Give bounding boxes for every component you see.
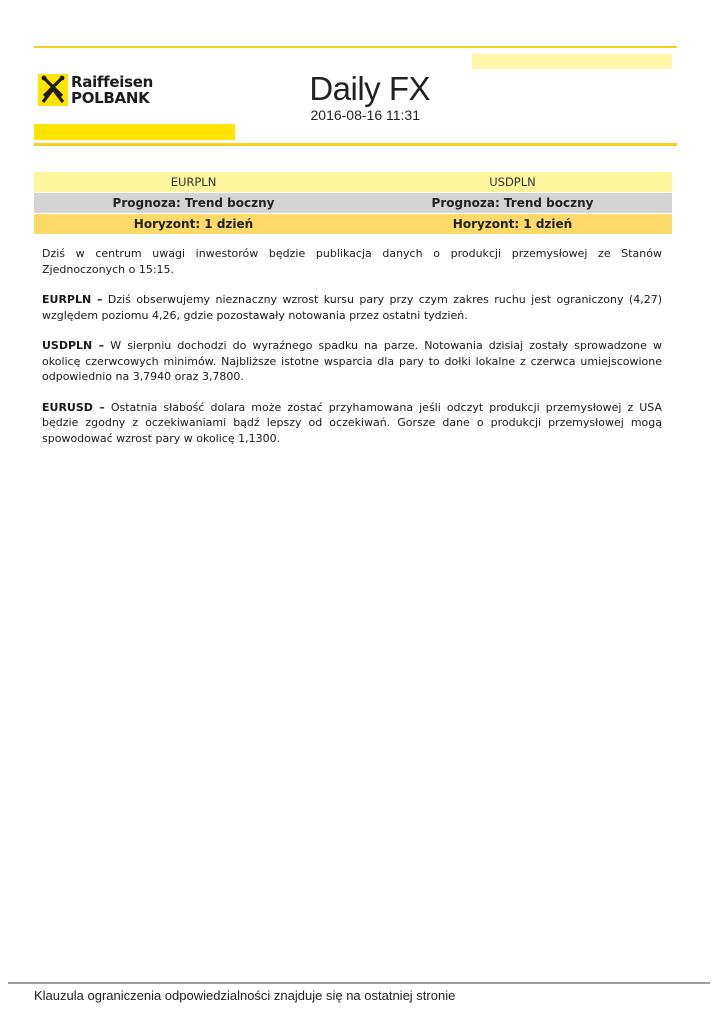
table-row-forecast <box>34 193 672 214</box>
section-text: W sierpniu dochodzi do wyraźnego spadku na parze. Notowania dzisiaj zostały sprowadzone w okolicę czerwcowych minimów. Najbliższe istotne wsparcia dla pary to dołki lokalne z czerwca umiejscowione odpowiednio na 3,7940 oraz 3,7800. <box>42 339 662 383</box>
section-label: EURUSD – <box>42 400 105 414</box>
section-eurpln <box>42 292 662 323</box>
header-accent-bar-left <box>34 124 235 140</box>
section-eurusd <box>42 400 662 447</box>
header-bottom-rule <box>34 143 677 146</box>
footer-rule <box>8 982 710 984</box>
horizon-eurpln: Horyzont: 1 dzień <box>34 214 353 235</box>
section-usdpln <box>42 338 662 385</box>
section-label: USDPLN – <box>42 339 105 352</box>
page-title: Daily FX <box>309 70 430 107</box>
horizon-usdpln: Horyzont: 1 dzień <box>353 214 672 235</box>
footer-disclaimer: Klauzula ograniczenia odpowiedzialności znajduje się na ostatniej stronie <box>34 988 456 1003</box>
header-accent-bar-right <box>472 54 672 69</box>
section-label: EURPLN – <box>42 293 103 306</box>
forecast-summary-table <box>34 172 672 234</box>
report-body <box>42 246 662 461</box>
raiffeisen-polbank-logo <box>38 74 163 112</box>
table-row-horizon <box>34 214 672 235</box>
pair-name-eurpln: EURPLN <box>34 172 353 193</box>
section-text: Dziś obserwujemy nieznaczny wzrost kursu pary przy czym zakres ruchu jest ograniczony (4,27) względem poziomu 4,26, gdzie pozostawały notowania przez ostatni tydzień. <box>42 293 662 322</box>
section-text: Ostatnia słabość dolara może zostać przyhamowana jeśli odczyt produkcji przemysłowej z USA będzie zgodny z oczekiwaniami bądź lepszy od oczekiwań. Gorsze dane o produkcji przemysłowej mogą spowodować wzrost pary w okolicę 1,1300. <box>42 400 663 445</box>
pair-name-usdpln: USDPLN <box>353 172 672 193</box>
forecast-usdpln: Prognoza: Trend boczny <box>353 193 672 214</box>
intro-paragraph: Dziś w centrum uwagi inwestorów będzie publikacja danych o produkcji przemysłowej ze Stanów Zjednoczonych o 15:15. <box>42 247 662 276</box>
header-top-rule <box>34 46 677 48</box>
forecast-eurpln: Prognoza: Trend boczny <box>34 193 353 214</box>
table-row-pairs <box>34 172 672 193</box>
logo-wordmark <box>71 74 153 106</box>
raiffeisen-gable-cross-icon <box>38 74 68 106</box>
report-datetime: 2016-08-16 11:31 <box>310 107 420 123</box>
logo-brand-line2: POLBANK <box>71 89 150 107</box>
logo-brand-line1: Raiffeisen <box>71 73 153 91</box>
